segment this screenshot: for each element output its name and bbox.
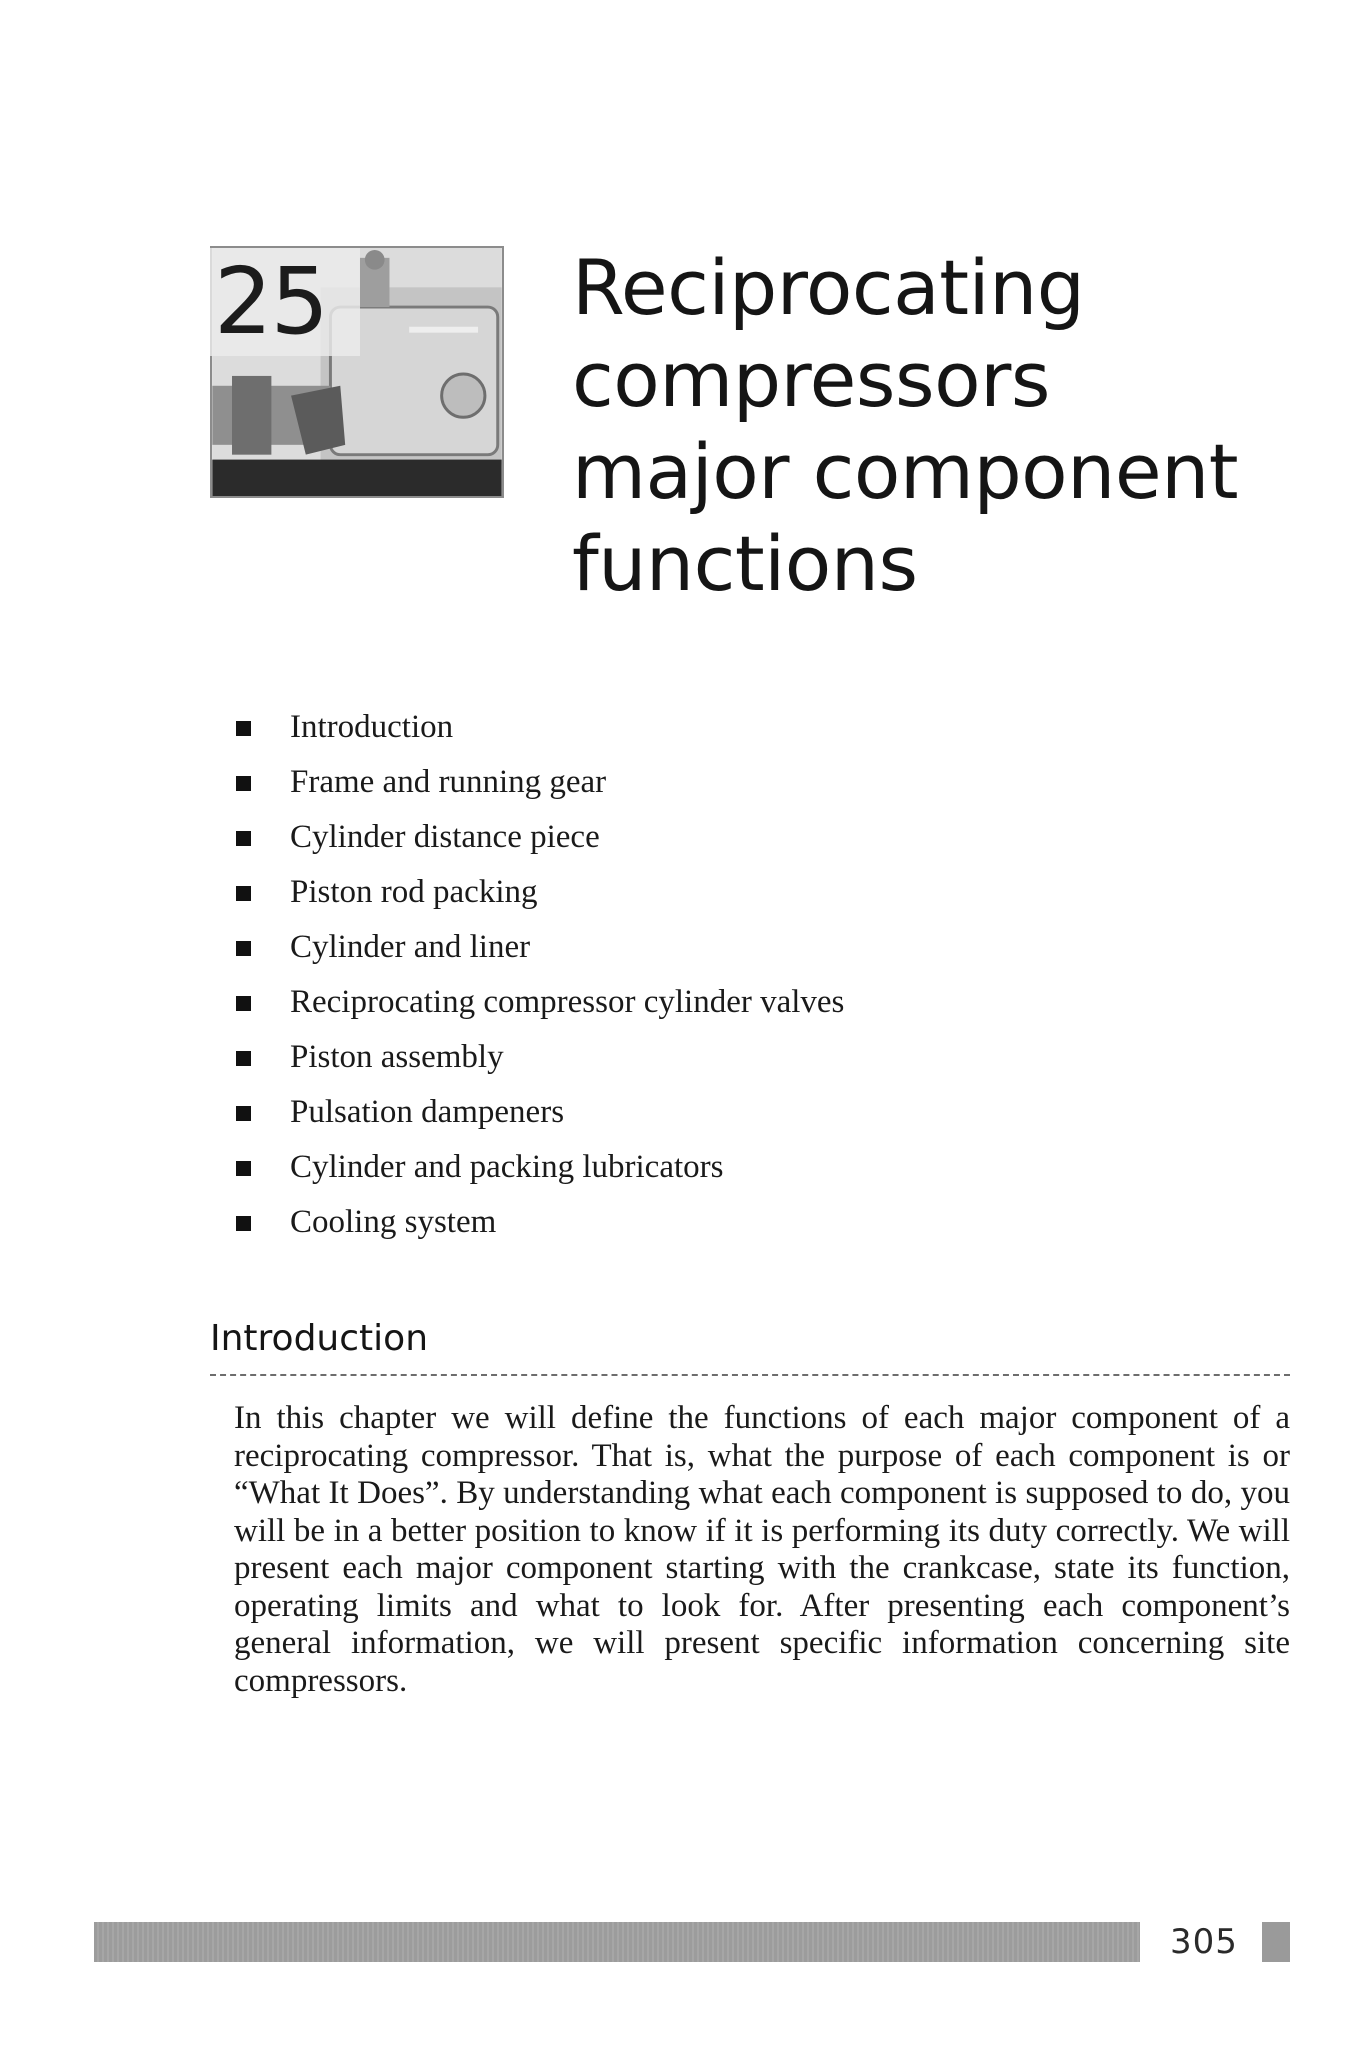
chapter-title	[572, 242, 1332, 610]
chapter-title-line: functions	[572, 519, 918, 608]
contents-item	[236, 1140, 844, 1195]
section-heading: Introduction	[210, 1318, 429, 1359]
footer-bar-end	[1262, 1922, 1290, 1962]
square-bullet-icon	[236, 776, 251, 791]
square-bullet-icon	[236, 886, 251, 901]
contents-item-label: Introduction	[290, 709, 454, 745]
contents-item	[236, 810, 844, 865]
contents-item	[236, 920, 844, 975]
square-bullet-icon	[236, 721, 251, 736]
square-bullet-icon	[236, 941, 251, 956]
chapter-title-line: major component	[572, 427, 1239, 516]
contents-item	[236, 1195, 844, 1250]
contents-item	[236, 700, 844, 755]
square-bullet-icon	[236, 831, 251, 846]
square-bullet-icon	[236, 1051, 251, 1066]
square-bullet-icon	[236, 1106, 251, 1121]
contents-item	[236, 1085, 844, 1140]
contents-item	[236, 975, 844, 1030]
chapter-contents-list	[236, 700, 844, 1250]
square-bullet-icon	[236, 1161, 251, 1176]
contents-item-label: Piston rod packing	[290, 874, 538, 910]
chapter-title-line: Reciprocating	[572, 243, 1085, 332]
contents-item-label: Reciprocating compressor cylinder valves	[290, 984, 845, 1020]
contents-item-label: Cooling system	[290, 1204, 497, 1240]
contents-item	[236, 1030, 844, 1085]
square-bullet-icon	[236, 1216, 251, 1231]
square-bullet-icon	[236, 996, 251, 1011]
contents-item-label: Frame and running gear	[290, 764, 607, 800]
page-number: 305	[1170, 1922, 1238, 1962]
chapter-number: 25	[210, 248, 360, 356]
contents-item-label: Cylinder distance piece	[290, 819, 600, 855]
footer-bar	[94, 1922, 1140, 1962]
section-divider	[210, 1374, 1290, 1376]
contents-item	[236, 865, 844, 920]
chapter-title-line: compressors	[572, 335, 1050, 424]
contents-item-label: Pulsation dampeners	[290, 1094, 565, 1130]
contents-item-label: Cylinder and liner	[290, 929, 531, 965]
contents-item-label: Piston assembly	[290, 1039, 504, 1075]
contents-item	[236, 755, 844, 810]
contents-item-label: Cylinder and packing lubricators	[290, 1149, 724, 1185]
body-paragraph: In this chapter we will define the functions of each major component of a reciprocating compressor. That is, what the purpose of each component is or “What It Does”. By understanding what each component is supposed to do, you will be in a better position to know if it is performing its duty correctly. We will present each major component starting with the crankcase, state its function, operating limits and what to look for. After presenting each component’s general information, we will present specific information concerning site compressors.	[234, 1400, 1290, 1699]
